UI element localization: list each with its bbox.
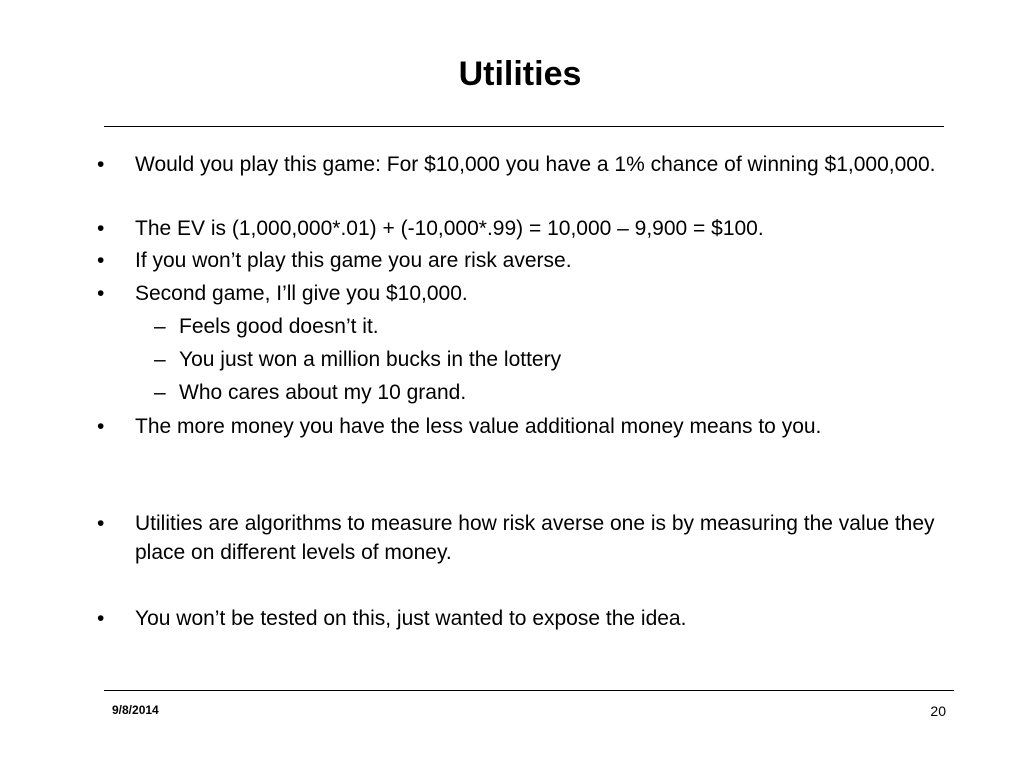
bullet-text: Would you play this game: For $10,000 you have a 1% chance of winning $1,000,000.	[135, 153, 936, 176]
sub-bullet-marker: –	[154, 381, 166, 404]
page-number: 20	[930, 703, 946, 719]
bullet-marker: •	[97, 153, 105, 176]
bullet-text: The more money you have the less value additional money means to you.	[135, 415, 822, 438]
sub-bullet-text: Feels good doesn’t it.	[179, 315, 379, 338]
bullet-text: Second game, I’ll give you $10,000.	[135, 282, 468, 305]
slide-title: Utilities	[458, 55, 582, 93]
title-divider	[104, 126, 944, 127]
sub-bullet-marker: –	[154, 348, 166, 371]
bullet-text: If you won’t play this game you are risk averse.	[135, 249, 572, 272]
bullet-marker: •	[97, 249, 105, 272]
bullet-text: The EV is (1,000,000*.01) + (-10,000*.99) = 10,000 – 9,900 = $100.	[135, 217, 764, 240]
bullet-marker: •	[97, 282, 105, 305]
footer-date: 9/8/2014	[112, 703, 159, 717]
sub-bullet-text: You just won a million bucks in the lottery	[179, 348, 562, 371]
bullet-marker: •	[97, 217, 105, 240]
sub-bullet-marker: –	[154, 315, 166, 338]
footer-divider	[104, 690, 954, 691]
bullet-marker: •	[97, 512, 105, 535]
bullet-text: Utilities are algorithms to measure how risk averse one is by measuring the value they place on different levels of money.	[135, 512, 935, 564]
sub-bullet-text: Who cares about my 10 grand.	[179, 381, 467, 404]
bullet-text: You won’t be tested on this, just wanted to expose the idea.	[135, 607, 687, 630]
bullet-marker: •	[97, 415, 105, 438]
bullet-marker: •	[97, 607, 105, 630]
